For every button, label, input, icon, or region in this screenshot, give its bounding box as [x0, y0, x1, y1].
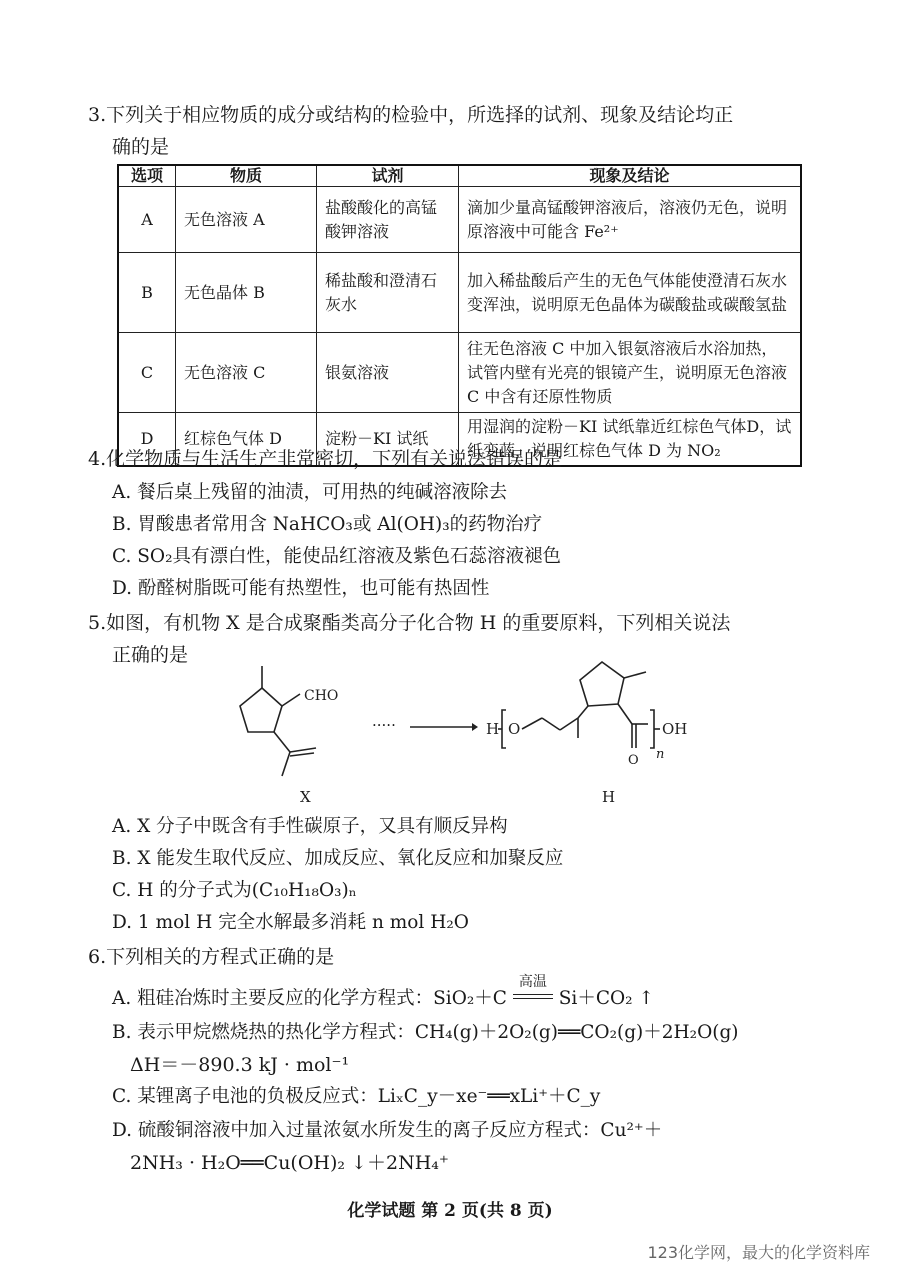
q5-stem-line2: 正确的是	[112, 644, 189, 666]
q6-number: 6.	[88, 946, 107, 968]
row-option: C	[118, 333, 176, 413]
q3-stem-text: 下列关于相应物质的成分或结构的检验中，所选择的试剂、现象及结论均正	[106, 104, 734, 126]
reaction-condition	[513, 974, 553, 1016]
q4-option-c: C. SO₂具有漂白性，能使品红溶液及紫色石蕊溶液褪色	[112, 546, 562, 567]
q5-option-b: B. X 能发生取代反应、加成反应、氧化反应和加聚反应	[112, 848, 564, 869]
h-end-label: H	[486, 720, 500, 738]
table-header: 选项	[118, 165, 176, 187]
table-header: 物质	[176, 165, 317, 187]
caption-x: X	[300, 788, 311, 806]
cho-label: CHO	[304, 688, 339, 704]
table-header-row	[118, 165, 801, 187]
site-watermark: 123化学网，最大的化学资料库	[647, 1243, 870, 1262]
q6-option-b-line2: ΔH＝－890.3 kJ · mol⁻¹	[130, 1054, 350, 1076]
reaction-arrow	[408, 720, 478, 734]
table-row	[118, 187, 801, 253]
q4-option-b: B. 胃酸患者常用含 NaHCO₃或 Al(OH)₃的药物治疗	[112, 514, 543, 535]
row-option: B	[118, 253, 176, 333]
q5-stem-line1	[88, 606, 730, 640]
q3-table	[117, 164, 802, 467]
q4-option-d: D. 酚醛树脂既可能有热塑性，也可能有热固性	[112, 578, 490, 599]
arrow-dots: ·····	[372, 716, 396, 734]
q6-option-b-line1: B. 表示甲烷燃烧热的热化学方程式：CH₄(g)＋2O₂(g)══CO₂(g)＋2H₂O(g)	[112, 1022, 739, 1043]
row-result: 加入稀盐酸后产生的无色气体能使澄清石灰水变浑浊，说明原无色晶体为碳酸盐或碳酸氢盐	[459, 253, 802, 333]
q4-stem	[88, 442, 562, 476]
o-chain-label: O	[508, 720, 521, 738]
row-substance: 无色溶液 C	[176, 333, 317, 413]
q5-option-d: D. 1 mol H 完全水解最多消耗 n mol H₂O	[112, 912, 469, 933]
q6-a-products: Si＋CO₂ ↑	[558, 988, 654, 1009]
q6-stem-text: 下列相关的方程式正确的是	[106, 946, 335, 968]
q3-number: 3.	[88, 104, 107, 126]
condition-high-temp: 高温	[518, 974, 547, 990]
row-result: 往无色溶液 C 中加入银氨溶液后水浴加热，试管内壁有光亮的银镜产生，说明原无色溶液 C 中含有还原性物质	[459, 333, 802, 413]
table-header: 试剂	[317, 165, 459, 187]
row-substance: 无色晶体 B	[176, 253, 317, 333]
row-result: 滴加少量高锰酸钾溶液后，溶液仍无色，说明原溶液中可能含 Fe²⁺	[459, 187, 802, 253]
table-header: 现象及结论	[459, 165, 802, 187]
row-reagent: 淀粉－KI 试纸	[317, 413, 459, 467]
oh-label: OH	[662, 720, 688, 738]
q6-option-d-line2: 2NH₃ · H₂O══Cu(OH)₂ ↓＋2NH₄⁺	[130, 1152, 449, 1174]
q4-option-a: A. 餐后桌上残留的油渍，可用热的纯碱溶液除去	[112, 482, 508, 503]
caption-h: H	[602, 788, 616, 806]
table-row	[118, 333, 801, 413]
page-footer: 化学试题 第 2 页(共 8 页)	[347, 1201, 553, 1221]
row-option: D	[118, 413, 176, 467]
row-substance: 红棕色气体 D	[176, 413, 317, 467]
q6-a-reactants: A. 粗硅冶炼时主要反应的化学方程式：SiO₂＋C	[112, 988, 507, 1009]
row-reagent: 银氨溶液	[317, 333, 459, 413]
q4-stem-text: 化学物质与生活生产非常密切，下列有关说法错误的是	[106, 448, 563, 470]
repeat-n-label: n	[656, 747, 665, 762]
q6-stem	[88, 940, 334, 974]
q3-stem-line1	[88, 98, 733, 132]
row-substance: 无色溶液 A	[176, 187, 317, 253]
row-reagent: 盐酸酸化的高锰酸钾溶液	[317, 187, 459, 253]
q6-option-a	[112, 974, 654, 1016]
q5-number: 5.	[88, 612, 107, 634]
row-option: A	[118, 187, 176, 253]
q6-option-d-line1: D. 硫酸铜溶液中加入过量浓氨水所发生的离子反应方程式：Cu²⁺＋	[112, 1120, 663, 1141]
molecule-x-structure	[220, 660, 360, 790]
row-result: 用湿润的淀粉－KI 试纸靠近红棕色气体D，试纸变蓝，说明红棕色气体 D 为 NO₂	[459, 413, 802, 467]
q5-stem-text: 如图，有机物 X 是合成聚酯类高分子化合物 H 的重要原料，下列相关说法	[106, 612, 731, 634]
q4-number: 4.	[88, 448, 107, 470]
q3-stem-line2: 确的是	[112, 136, 170, 158]
carbonyl-o-label: O	[628, 753, 639, 768]
q6-option-c: C. 某锂离子电池的负极反应式：LiₓC_y－xe⁻══xLi⁺＋C_y	[112, 1086, 601, 1107]
q5-option-c: C. H 的分子式为(C₁₀H₁₈O₃)ₙ	[112, 880, 357, 901]
q5-option-a: A. X 分子中既含有手性碳原子，又具有顺反异构	[112, 816, 508, 837]
polymer-h-structure	[484, 640, 714, 780]
row-reagent: 稀盐酸和澄清石灰水	[317, 253, 459, 333]
table-row	[118, 253, 801, 333]
